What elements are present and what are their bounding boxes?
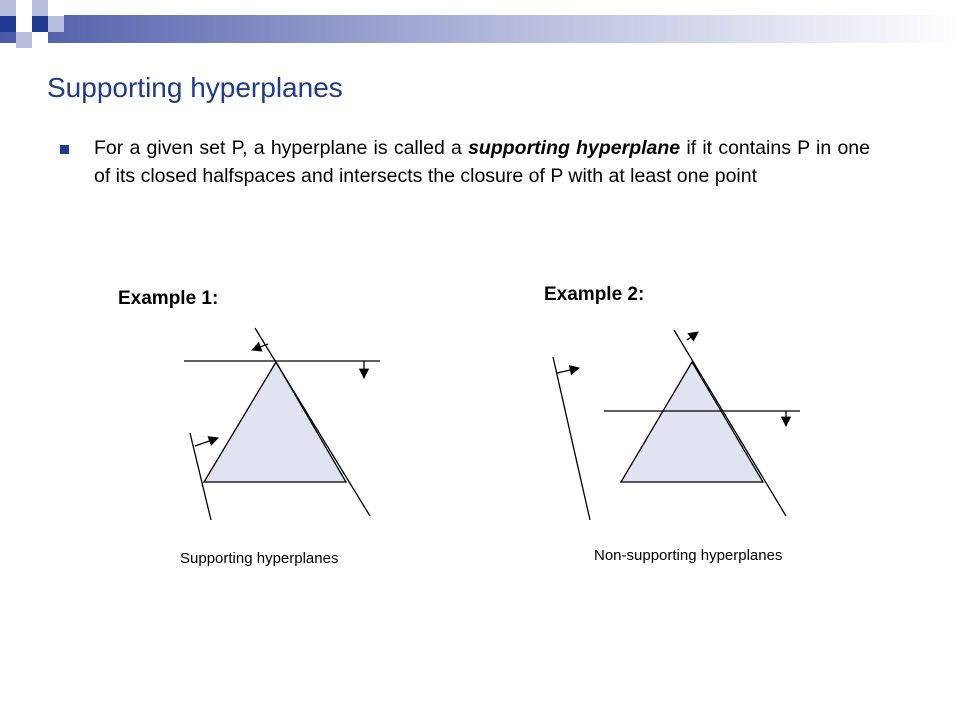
hyperplane-far-left: [553, 357, 590, 520]
set-p-triangle: [621, 362, 763, 482]
example-2-caption: Non-supporting hyperplanes: [594, 547, 783, 564]
definition-text-start: For a given set P, a hyperplane is called a: [94, 137, 469, 159]
definition-term: supporting hyperplane: [468, 137, 681, 159]
normal-arrow: [557, 368, 579, 373]
example-2-label: Example 2:: [544, 284, 645, 305]
definition-text-end: if it contains P in one of its closed halfspaces and intersects the closure of P with at least one point: [94, 137, 870, 187]
set-p-triangle: [204, 362, 346, 482]
normal-arrow: [252, 344, 268, 350]
example-1-caption: Supporting hyperplanes: [180, 550, 339, 567]
example-1-label: Example 1:: [118, 288, 219, 309]
example-1-diagram: [184, 328, 380, 520]
example-2-diagram: [553, 330, 800, 520]
normal-arrow: [687, 332, 698, 340]
normal-arrow: [195, 438, 218, 446]
slide-title: Supporting hyperplanes: [47, 72, 343, 103]
